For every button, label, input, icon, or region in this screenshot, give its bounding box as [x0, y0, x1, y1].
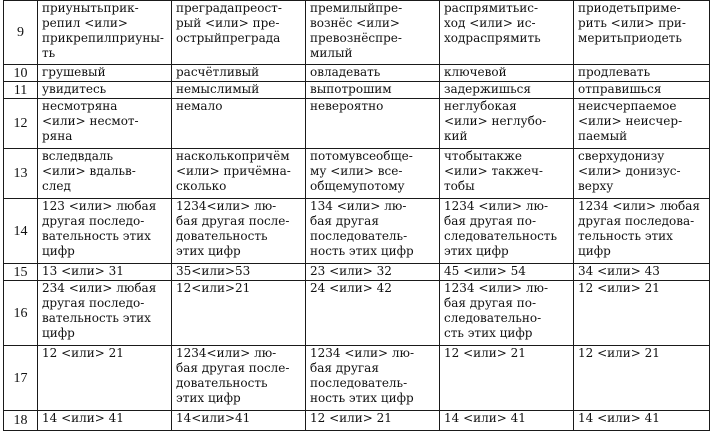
table-cell: несмотряна <или> несмот- ряна — [38, 99, 172, 149]
table-cell: 12 <или> 21 — [574, 281, 710, 346]
table-row — [4, 199, 710, 264]
table-cell: 12 <или> 21 — [306, 411, 440, 431]
row-number: 11 — [4, 82, 38, 99]
table-cell: 1234<или> лю- бая другая после- довательность этих цифр — [172, 346, 306, 411]
row-number: 18 — [4, 411, 38, 431]
table-cell: 14 <или> 41 — [574, 411, 710, 431]
table-row — [4, 411, 710, 431]
table-cell: 12 <или> 21 — [38, 346, 172, 411]
table-cell: чтобытакже <или> такжеч- тобы — [440, 149, 574, 199]
table-cell: 1234<или> лю- бая другая после- довательность этих цифр — [172, 199, 306, 264]
row-number: 12 — [4, 99, 38, 149]
table-cell: 12<или>21 — [172, 281, 306, 346]
row-number: 16 — [4, 281, 38, 346]
table-cell: 12 <или> 21 — [574, 346, 710, 411]
table-cell: премилыйпре- вознёс <или> превознёспре- милый — [306, 1, 440, 65]
table-cell: 35<или>53 — [172, 264, 306, 281]
table-cell: выпотрошим — [306, 82, 440, 99]
row-number: 17 — [4, 346, 38, 411]
table-cell: 234 <или> любая другая последо- вательность этих цифр — [38, 281, 172, 346]
row-number: 15 — [4, 264, 38, 281]
table-row — [4, 149, 710, 199]
table-cell: расчётливый — [172, 65, 306, 82]
table-cell: приунытьприк- репил <или> прикрепилприуны- ть — [38, 1, 172, 65]
table-cell: продлевать — [574, 65, 710, 82]
table-row — [4, 82, 710, 99]
row-number: 9 — [4, 1, 38, 65]
table-cell: 14<или>41 — [172, 411, 306, 431]
table-cell: преградапреост- рый <или> пре- острыйпреграда — [172, 1, 306, 65]
table-cell: насколькопричём <или> причёмна- сколько — [172, 149, 306, 199]
table-cell: неисчерпаемое <или> неисчер- паемый — [574, 99, 710, 149]
table-cell: 1234 <или> лю- бая другая по- следовательность этих цифр — [440, 199, 574, 264]
table-row — [4, 346, 710, 411]
table-cell: увидитесь — [38, 82, 172, 99]
table-cell: 14 <или> 41 — [440, 411, 574, 431]
table-cell: 12 <или> 21 — [440, 346, 574, 411]
row-number: 10 — [4, 65, 38, 82]
table-cell: 1234 <или> лю- бая другая последователь- ность этих цифр — [306, 346, 440, 411]
answer-table — [3, 0, 710, 431]
table-row — [4, 264, 710, 281]
table-cell: 123 <или> любая другая последо- вательность этих цифр — [38, 199, 172, 264]
table-cell: овладевать — [306, 65, 440, 82]
table-row — [4, 1, 710, 65]
table-cell: неглубокая <или> неглубо- кий — [440, 99, 574, 149]
table-cell: вследвдаль <или> вдальв- след — [38, 149, 172, 199]
row-number: 14 — [4, 199, 38, 264]
table-cell: приодетьприме- рить <или> при- меритьприодеть — [574, 1, 710, 65]
table-cell: 24 <или> 42 — [306, 281, 440, 346]
table-row — [4, 65, 710, 82]
table-cell: 23 <или> 32 — [306, 264, 440, 281]
table-cell: 34 <или> 43 — [574, 264, 710, 281]
table-row — [4, 99, 710, 149]
table-cell: 1234 <или> любая другая последова- тельность этих цифр — [574, 199, 710, 264]
table-row — [4, 281, 710, 346]
table-cell: немало — [172, 99, 306, 149]
table-cell: 14 <или> 41 — [38, 411, 172, 431]
table-cell: потомувсеобще- му <или> все- общемупотому — [306, 149, 440, 199]
row-number: 13 — [4, 149, 38, 199]
table-cell: 1234 <или> лю- бая другая по- следовательно- сть этих цифр — [440, 281, 574, 346]
table-cell: задержишься — [440, 82, 574, 99]
table-cell: невероятно — [306, 99, 440, 149]
table-cell: 13 <или> 31 — [38, 264, 172, 281]
table-cell: сверхудонизу <или> донизус- верху — [574, 149, 710, 199]
table-cell: немыслимый — [172, 82, 306, 99]
table-cell: 45 <или> 54 — [440, 264, 574, 281]
table-cell: распрямитьис- ход <или> ис- ходраспрямить — [440, 1, 574, 65]
table-cell: ключевой — [440, 65, 574, 82]
table-cell: грушевый — [38, 65, 172, 82]
table-cell: 134 <или> лю- бая другая последователь- ность этих цифр — [306, 199, 440, 264]
table-cell: отправишься — [574, 82, 710, 99]
